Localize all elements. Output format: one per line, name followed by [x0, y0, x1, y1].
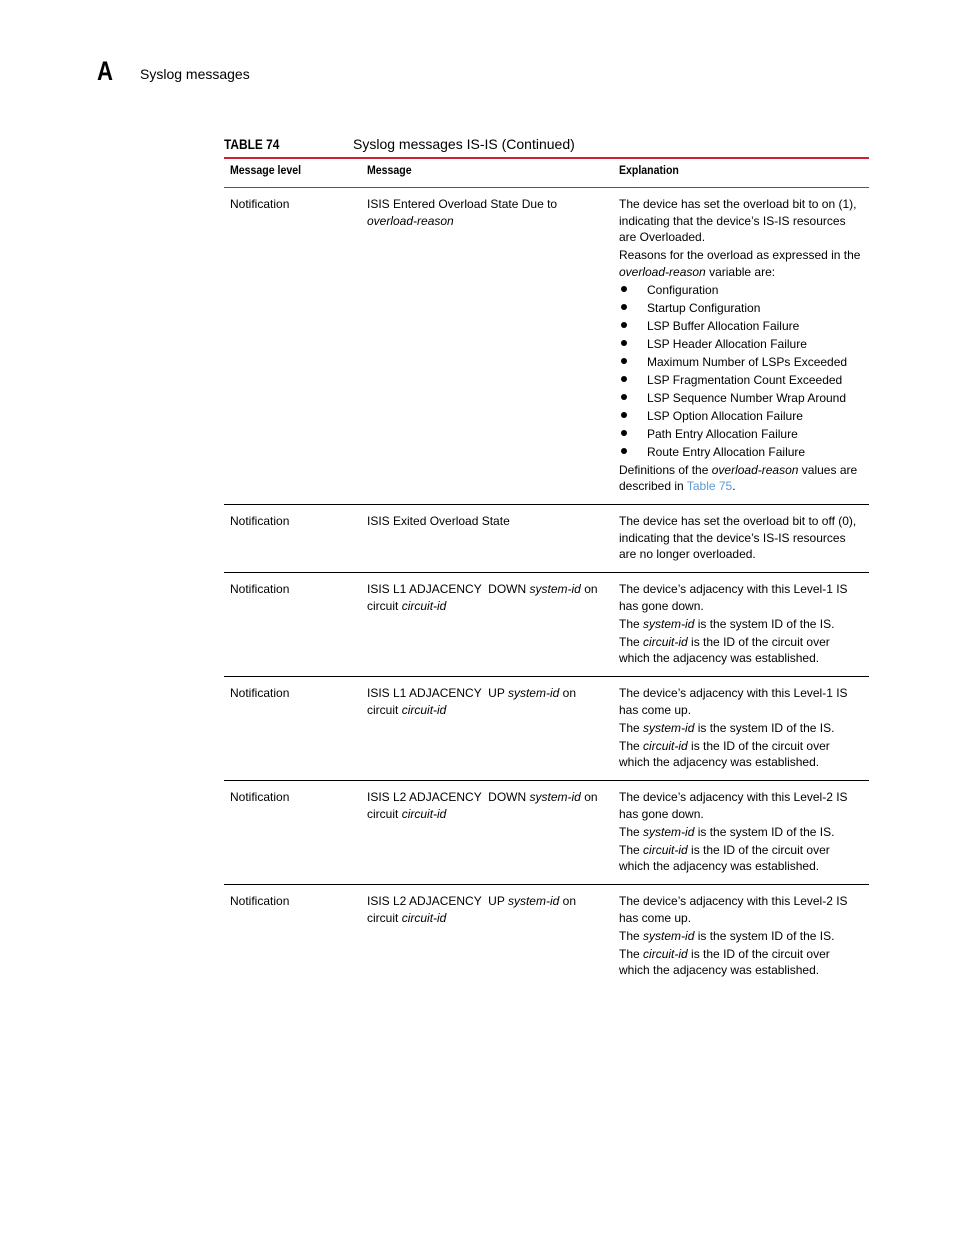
- cell-explanation: [613, 505, 869, 573]
- column-header-message: Message: [361, 159, 613, 188]
- syslog-table: [224, 159, 869, 988]
- table-caption: [224, 136, 869, 158]
- explanation-para: The system-id is the system ID of the IS.: [619, 616, 835, 631]
- explanation-para: The device’s adjacency with this Level-1 IS has gone down.: [619, 582, 848, 613]
- bullet-icon: [621, 340, 627, 346]
- list-item: Route Entry Allocation Failure: [619, 444, 863, 461]
- table-row: [224, 677, 869, 781]
- cell-level: Notification: [224, 573, 361, 677]
- explanation-para: The system-id is the system ID of the IS.: [619, 928, 835, 943]
- cell-message: ISIS Exited Overload State: [361, 505, 613, 573]
- explanation-para: Definitions of the overload-reason values are described in Table 75.: [619, 462, 858, 493]
- explanation-para: The device has set the overload bit to off (0), indicating that the device’s IS-IS resources are no longer overloaded.: [619, 514, 857, 561]
- cell-level: Notification: [224, 677, 361, 781]
- cell-message: ISIS L2 ADJACENCY UP system-id on circuit circuit-id: [367, 894, 576, 925]
- bullet-icon: [621, 412, 627, 418]
- column-header-level: Message level: [224, 159, 361, 188]
- chapter-letter: A: [97, 56, 113, 86]
- table-75-link[interactable]: Table 75: [686, 479, 733, 493]
- explanation-para: Reasons for the overload as expressed in the overload-reason variable are:: [619, 248, 861, 279]
- cell-message: ISIS L2 ADJACENCY DOWN system-id on circuit circuit-id: [361, 781, 613, 885]
- running-head: Syslog messages: [140, 66, 250, 82]
- table-row: [224, 505, 869, 573]
- cell-level: Notification: [224, 188, 361, 505]
- list-item: LSP Sequence Number Wrap Around: [619, 390, 863, 407]
- cell-explanation: [613, 781, 869, 885]
- table-title: Syslog messages IS-IS (Continued): [353, 136, 575, 152]
- table-row: [224, 573, 869, 677]
- bullet-icon: [621, 322, 627, 328]
- reason-list: [619, 282, 863, 461]
- explanation-para: The circuit-id is the ID of the circuit over which the adjacency was established.: [619, 738, 830, 769]
- explanation-para: The system-id is the system ID of the IS.: [619, 720, 835, 735]
- explanation-para: The circuit-id is the ID of the circuit over which the adjacency was established.: [619, 946, 830, 977]
- cell-message: ISIS L1 ADJACENCY DOWN system-id on circuit circuit-id: [361, 573, 613, 677]
- bullet-icon: [621, 286, 627, 292]
- table-row: [224, 188, 869, 505]
- bullet-icon: [621, 430, 627, 436]
- explanation-para: The system-id is the system ID of the IS.: [619, 824, 835, 839]
- table-row: [224, 885, 869, 989]
- cell-level: Notification: [230, 894, 290, 908]
- cell-explanation: [613, 573, 869, 677]
- cell-message: ISIS L1 ADJACENCY UP system-id on circuit circuit-id: [361, 677, 613, 781]
- list-item: LSP Fragmentation Count Exceeded: [619, 372, 863, 389]
- list-item: Configuration: [619, 282, 863, 299]
- cell-explanation: [613, 677, 869, 781]
- list-item: LSP Buffer Allocation Failure: [619, 318, 863, 335]
- table-row: [224, 781, 869, 885]
- list-item: Startup Configuration: [619, 300, 863, 317]
- bullet-icon: [621, 448, 627, 454]
- cell-explanation: [613, 885, 869, 989]
- table-header-row: [224, 159, 869, 188]
- explanation-para: The device’s adjacency with this Level-2 IS has gone down.: [619, 790, 848, 821]
- bullet-icon: [621, 394, 627, 400]
- column-header-explanation: Explanation: [613, 159, 869, 188]
- explanation-para: The device’s adjacency with this Level-1 IS has come up.: [619, 686, 848, 717]
- list-item: Path Entry Allocation Failure: [619, 426, 863, 443]
- list-item: Maximum Number of LSPs Exceeded: [619, 354, 863, 371]
- list-item: LSP Option Allocation Failure: [619, 408, 863, 425]
- table-label: TABLE 74: [224, 136, 280, 152]
- explanation-para: The circuit-id is the ID of the circuit over which the adjacency was established.: [619, 634, 830, 665]
- cell-explanation: [613, 188, 869, 505]
- cell-level: Notification: [224, 781, 361, 885]
- cell-message: ISIS Entered Overload State Due to overload-reason: [361, 188, 613, 505]
- bullet-icon: [621, 376, 627, 382]
- explanation-para: The device has set the overload bit to on (1), indicating that the device’s IS-IS resources are Overloaded.: [619, 197, 857, 244]
- bullet-icon: [621, 304, 627, 310]
- explanation-para: The circuit-id is the ID of the circuit over which the adjacency was established.: [619, 842, 830, 873]
- bullet-icon: [621, 358, 627, 364]
- list-item: LSP Header Allocation Failure: [619, 336, 863, 353]
- explanation-para: The device’s adjacency with this Level-2 IS has come up.: [619, 894, 848, 925]
- cell-level: Notification: [224, 505, 361, 573]
